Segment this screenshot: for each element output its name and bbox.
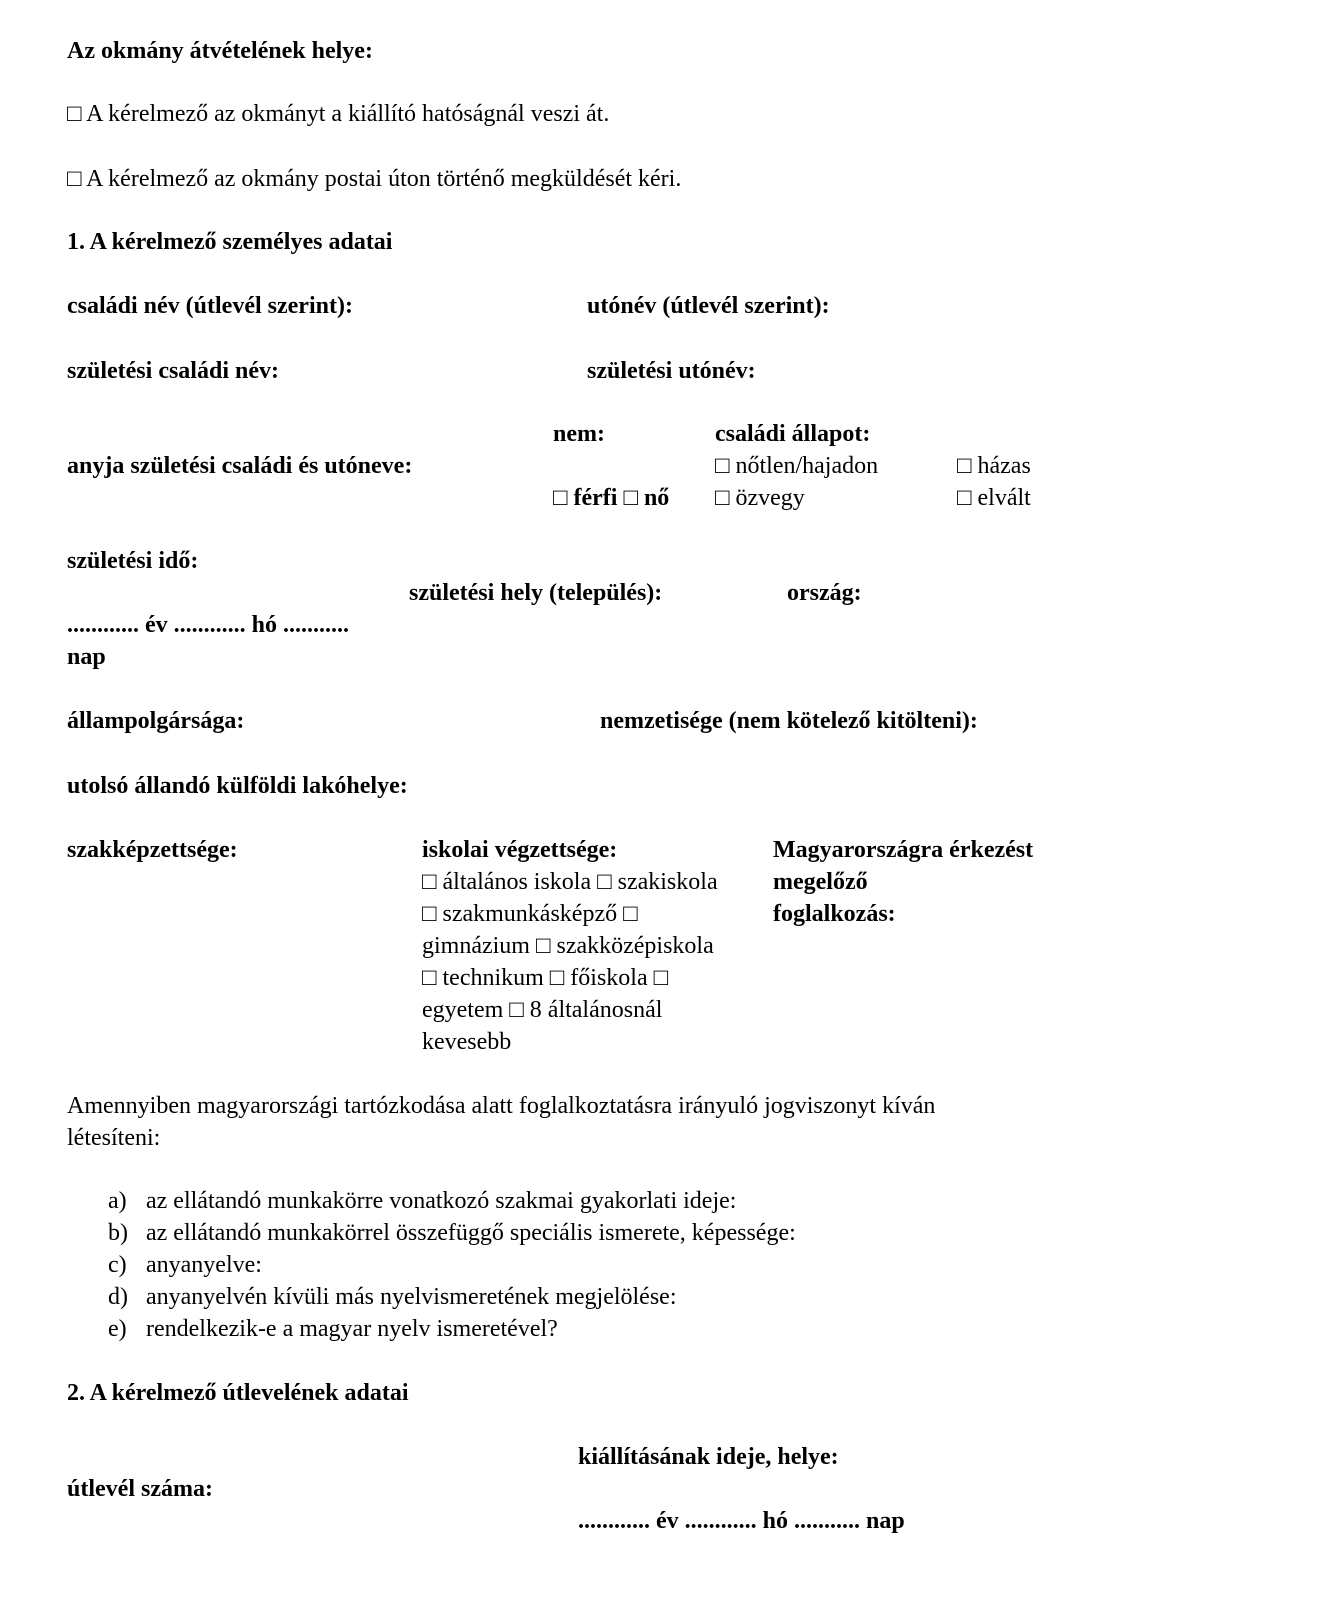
education-options-line[interactable]: □ szakmunkásképző □ <box>422 901 638 927</box>
passport-number-label: útlevél száma: <box>67 1476 213 1502</box>
education-options-line[interactable]: egyetem □ 8 általánosnál <box>422 997 663 1023</box>
section2-heading: 2. A kérelmező útlevelének adatai <box>67 1380 409 1406</box>
given-name-label: utónév (útlevél szerint): <box>587 293 830 319</box>
employment-item-text: az ellátandó munkakörre vonatkozó szakmai gyakorlati ideje: <box>146 1188 737 1214</box>
employment-item-label: e) <box>108 1316 127 1342</box>
education-label: iskolai végzettsége: <box>422 837 618 863</box>
employment-item <box>108 1313 558 1345</box>
employment-item <box>108 1249 262 1281</box>
mother-name-label: anyja születési családi és utóneve: <box>67 453 413 479</box>
birth-date-day: nap <box>67 644 106 670</box>
birth-given-name-label: születési utónév: <box>587 358 756 384</box>
qualification-label: szakképzettsége: <box>67 837 238 863</box>
prev-occupation-label: Magyarországra érkezést <box>773 837 1034 863</box>
issue-date-fill-line[interactable]: ............ év ............ hó ........... nap <box>578 1508 905 1534</box>
employment-item-text: az ellátandó munkakörrel összefüggő speciális ismerete, képessége: <box>146 1220 796 1246</box>
marital-status-label: családi állapot: <box>715 421 871 447</box>
marital-option-single[interactable]: □ nőtlen/hajadon <box>715 453 879 479</box>
employment-item-label: d) <box>108 1284 128 1310</box>
employment-intro-cont: létesíteni: <box>67 1125 161 1151</box>
birth-family-name-label: születési családi név: <box>67 358 279 384</box>
birth-place-label: születési hely (település): <box>409 580 663 606</box>
citizenship-label: állampolgársága: <box>67 708 245 734</box>
pickup-option-post[interactable]: □ A kérelmező az okmány postai úton történő megküldését kéri. <box>67 166 682 192</box>
birth-date-fill-line[interactable]: ............ év ............ hó ........... <box>67 612 349 638</box>
employment-item <box>108 1185 736 1217</box>
employment-item-text: anyanyelve: <box>146 1252 262 1278</box>
pickup-option-office[interactable]: □ A kérelmező az okmányt a kiállító hatóságnál veszi át. <box>67 101 610 127</box>
family-name-label: családi név (útlevél szerint): <box>67 293 353 319</box>
employment-item-label: b) <box>108 1220 128 1246</box>
education-options-line[interactable]: □ technikum □ főiskola □ <box>422 965 669 991</box>
marital-option-married[interactable]: □ házas <box>957 453 1031 479</box>
marital-option-widowed[interactable]: □ özvegy <box>715 485 805 511</box>
employment-intro: Amennyiben magyarországi tartózkodása alatt foglalkoztatásra irányuló jogviszonyt kíván <box>67 1093 936 1119</box>
education-options-line: kevesebb <box>422 1029 512 1055</box>
nationality-label: nemzetisége (nem kötelező kitölteni): <box>600 708 978 734</box>
employment-item-text: rendelkezik-e a magyar nyelv ismeretével? <box>146 1316 558 1342</box>
prev-occupation-label: foglalkozás: <box>773 901 896 927</box>
section1-heading: 1. A kérelmező személyes adatai <box>67 229 393 255</box>
sex-options[interactable]: □ férfi □ nő <box>553 485 670 511</box>
sex-label: nem: <box>553 421 605 447</box>
employment-item <box>108 1217 796 1249</box>
education-options-line[interactable]: gimnázium □ szakközépiskola <box>422 933 714 959</box>
marital-option-divorced[interactable]: □ elvált <box>957 485 1031 511</box>
country-label: ország: <box>787 580 862 606</box>
employment-item-label: c) <box>108 1252 127 1278</box>
last-residence-label: utolsó állandó külföldi lakóhelye: <box>67 773 408 799</box>
prev-occupation-label: megelőző <box>773 869 868 895</box>
education-options-line[interactable]: □ általános iskola □ szakiskola <box>422 869 718 895</box>
birth-date-label: születési idő: <box>67 548 199 574</box>
pickup-heading: Az okmány átvételének helye: <box>67 38 373 64</box>
issue-date-place-label: kiállításának ideje, helye: <box>578 1444 839 1470</box>
employment-item-label: a) <box>108 1188 127 1214</box>
employment-item-text: anyanyelvén kívüli más nyelvismeretének megjelölése: <box>146 1284 677 1310</box>
employment-item <box>108 1281 677 1313</box>
